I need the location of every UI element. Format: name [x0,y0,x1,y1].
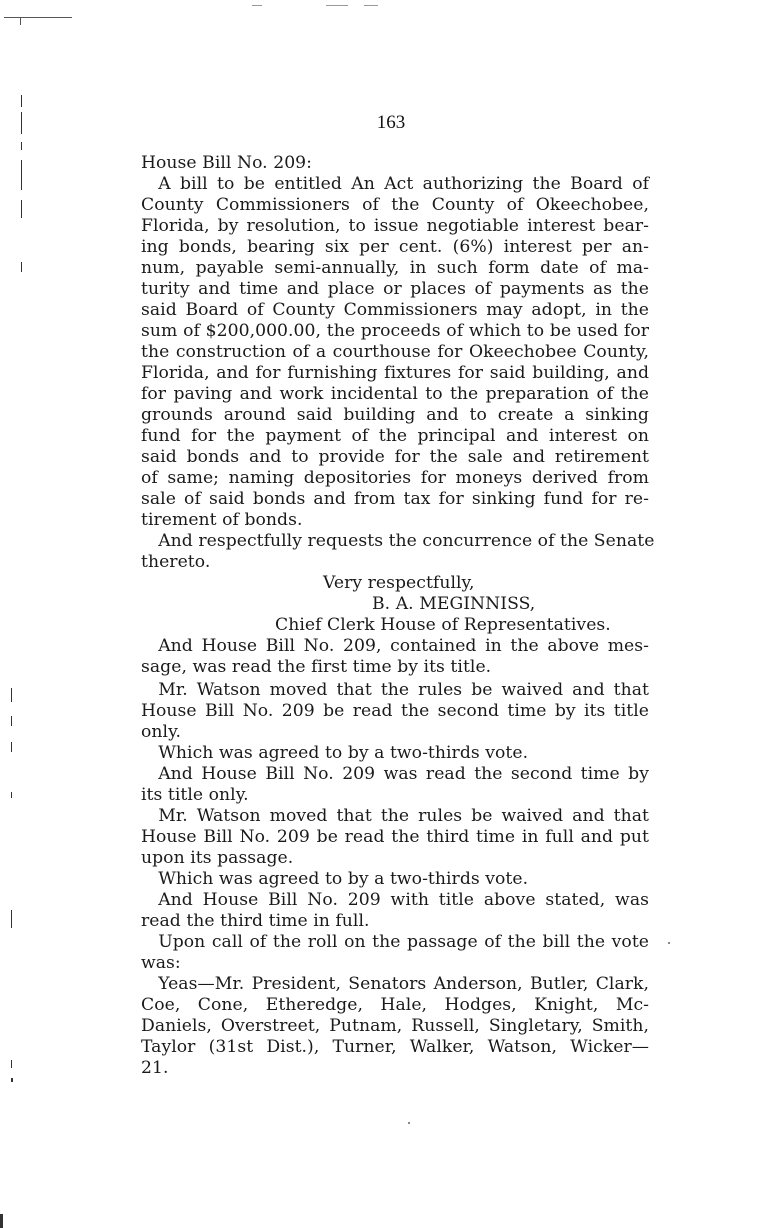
bill-title-line: County Commissioners of the County of Okeechobee, [141,195,649,215]
bill-title-line: Florida, and for furnishing fixtures for said building, and [141,363,649,383]
roll-call-line: Upon call of the roll on the passage of the bill the vote [158,932,649,952]
vote-line: Which was agreed to by a two-thirds vote. [158,743,529,763]
yeas-line: Yeas—Mr. President, Senators Anderson, Butler, Clark, [158,974,649,994]
third-reading-line: read the third time in full. [141,911,370,931]
motion-line: House Bill No. 209 be read the third time in full and put [141,827,649,847]
first-reading-line: And House Bill No. 209, contained in the above mes- [158,636,649,656]
bill-title-line: said bonds and to provide for the sale and retirement [141,447,649,467]
yeas-line: Coe, Cone, Etheredge, Hale, Hodges, Knight, Mc- [141,995,649,1015]
first-reading-line: sage, was read the first time by its title. [141,657,492,677]
second-reading-line: And House Bill No. 209 was read the second time by [158,764,649,784]
motion-line: only. [141,722,182,742]
motion-line: Mr. Watson moved that the rules be waived and that [158,806,649,826]
bill-title-line: ing bonds, bearing six per cent. (6%) interest per an- [141,237,649,257]
third-reading-line: And House Bill No. 209 with title above stated, was [158,890,649,910]
signature-title: Chief Clerk House of Representatives. [275,615,611,635]
bill-title-line: num, payable semi-annually, in such form date of ma- [141,258,649,278]
second-reading-line: its title only. [141,785,249,805]
bill-title-line: Florida, by resolution, to issue negotiable interest bear- [141,216,649,236]
signature-closing: Very respectfully, [323,573,475,593]
yeas-line: Taylor (31st Dist.), Turner, Walker, Watson, Wicker— [141,1037,649,1057]
roll-call-line: was: [141,953,181,973]
bill-title-line: A bill to be entitled An Act authorizing the Board of [158,174,649,194]
vote-line: Which was agreed to by a two-thirds vote. [158,869,529,889]
scan-mark [21,200,22,218]
scan-mark [11,792,12,798]
bill-text [141,153,655,678]
scan-mark-dash [364,5,378,6]
bill-title-line: tirement of bonds. [141,510,303,530]
scan-mark [21,262,22,272]
bill-title-line: said Board of County Commissioners may adopt, in the [141,300,649,320]
bill-title-line: sale of said bonds and from tax for sinking fund for re- [141,489,649,509]
scan-mark [11,688,12,702]
scan-mark-dash [252,5,262,6]
bill-title-line: for paving and work incidental to the preparation of the [141,384,649,404]
scan-mark [11,742,12,752]
bill-title-line: grounds around said building and to create a sinking [141,405,649,425]
bill-heading: House Bill No. 209: [141,153,313,173]
proceedings-text [141,680,649,1079]
scan-mark [408,1122,410,1124]
signature-name: B. A. MEGINNISS, [372,594,536,614]
scan-mark [11,910,12,928]
motion-line: Mr. Watson moved that the rules be waived and that [158,680,649,700]
scan-mark [21,142,22,150]
scan-mark [11,716,12,726]
motion-line: upon its passage. [141,848,294,868]
scan-mark-tick [20,17,21,25]
concurrence-line: thereto. [141,552,211,572]
scan-mark [21,95,22,107]
scan-mark [0,1214,3,1228]
scan-mark [11,1078,13,1082]
motion-line: House Bill No. 209 be read the second time by its title [141,701,649,721]
scan-mark [11,1060,12,1068]
bill-title-line: sum of $200,000.00, the proceeds of which to be used for [141,321,649,341]
scan-mark-rule [4,17,72,18]
page-number: 163 [376,112,406,133]
concurrence-line: And respectfully requests the concurrence of the Senate [158,531,655,551]
scan-mark-dash [326,5,348,6]
scan-mark [21,160,22,190]
bill-title-line: of same; naming depositories for moneys derived from [141,468,649,488]
yeas-line: 21. [141,1058,169,1078]
bill-title-line: turity and time and place or places of payments as the [141,279,649,299]
bill-title-line: fund for the payment of the principal and interest on [141,426,649,446]
bill-title-line: the construction of a courthouse for Okeechobee County, [141,342,649,362]
scan-mark [668,942,670,944]
yeas-line: Daniels, Overstreet, Putnam, Russell, Singletary, Smith, [141,1016,649,1036]
